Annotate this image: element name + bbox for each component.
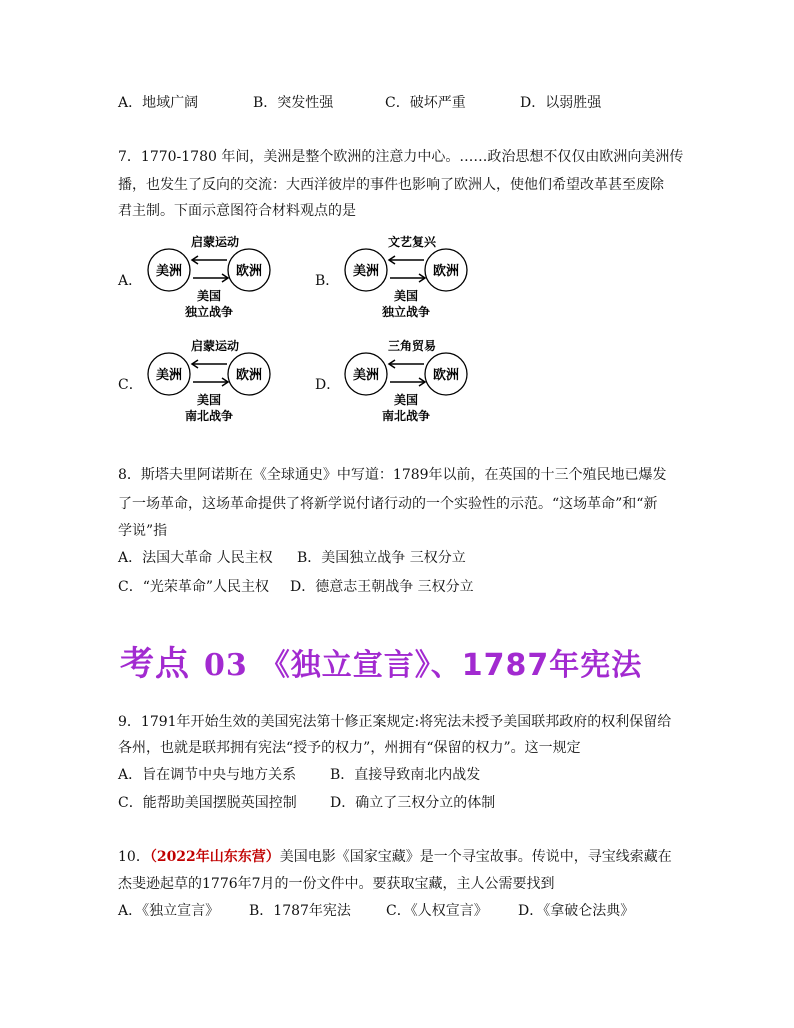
- q7-diagram-c: [145, 338, 285, 423]
- europe-label: 欧洲: [432, 368, 460, 383]
- q8-stem-line-3: 学说”指: [118, 523, 168, 539]
- option-text: 旨在调节中央与地方关系: [142, 767, 297, 783]
- option-text: 《独立宣言》: [142, 903, 220, 919]
- q10-stem-text: 美国电影《国家宝藏》是一个寻宝故事。传说中，寻宝线索藏在: [279, 849, 672, 865]
- option-letter: C．: [118, 579, 143, 595]
- option-letter: A．: [118, 767, 143, 783]
- option-letter: B．: [330, 767, 355, 783]
- q7-stem-line-1: 7．1770-1780 年间，美洲是整个欧洲的注意力中心。……政治思想不仅仅由欧洲向美洲传: [118, 149, 684, 165]
- europe-label: 欧洲: [432, 264, 460, 279]
- diagram-bottom-label-1: 美国: [196, 393, 222, 407]
- option-text: 《拿破仑法典》: [543, 903, 635, 919]
- option-text: 直接导致南北内战发: [354, 767, 481, 783]
- q10-option-c: [386, 901, 488, 921]
- option-text: 法国大革命 人民主权: [142, 550, 273, 566]
- europe-label: 欧洲: [235, 264, 263, 279]
- q10-option-a: [118, 901, 219, 921]
- q9-option-c: [118, 793, 297, 813]
- option-text: 德意志王朝战争 三权分立: [315, 579, 474, 595]
- q10-stem-line-2: 杰斐逊起草的1776年7月的一份文件中。要获取宝藏，主人公需要找到: [118, 876, 555, 892]
- option-letter: C．: [385, 95, 410, 111]
- diagram-top-label: 三角贸易: [387, 339, 437, 353]
- section-heading: [120, 636, 642, 685]
- option-letter: B．: [249, 903, 274, 919]
- q9-option-a: [118, 765, 296, 785]
- q7-diagram-b-letter: B．: [315, 273, 340, 289]
- america-label: 美洲: [155, 368, 183, 383]
- option-text: 美国独立战争 三权分立: [321, 550, 466, 566]
- q7-diagram-b: [342, 234, 482, 319]
- option-letter: B．: [297, 550, 322, 566]
- q7-stem-line-3: 君主制。下面示意图符合材料观点的是: [118, 203, 356, 219]
- america-label: 美洲: [352, 368, 380, 383]
- option-letter: D．: [290, 579, 316, 595]
- option-letter: D．: [520, 95, 546, 111]
- q9-option-d: [330, 793, 495, 813]
- europe-label: 欧洲: [235, 368, 263, 383]
- q10-option-d: [518, 901, 634, 921]
- q9-stem-line-2: 各州，也就是联邦拥有宪法“授予的权力”，州拥有“保留的权力”。这一规定: [118, 740, 581, 756]
- option-letter: B．: [253, 95, 278, 111]
- option-text: 《人权宣言》: [410, 903, 488, 919]
- q6-option-b: [253, 93, 333, 113]
- q6-option-d: [520, 93, 601, 113]
- q7-diagram-a: [145, 234, 285, 319]
- section-label: 考点: [120, 644, 190, 684]
- diagram-top-label: 启蒙运动: [190, 339, 240, 353]
- diagram-bottom-label-1: 美国: [196, 289, 222, 303]
- diagram-bottom-label-2: 独立战争: [381, 305, 431, 319]
- q9-option-b: [330, 765, 480, 785]
- q7-diagram-d-letter: D．: [315, 377, 341, 393]
- q8-stem-line-1: 8．斯塔夫里阿诺斯在《全球通史》中写道：1789年以前，在英国的十三个殖民地已爆发: [118, 467, 667, 483]
- q8-option-a: [118, 548, 273, 568]
- diagram-top-label: 启蒙运动: [190, 235, 240, 249]
- q6-option-c: [385, 93, 466, 113]
- q7-diagram-c-letter: C．: [118, 377, 143, 393]
- q8-option-b: [297, 548, 466, 568]
- option-letter: D．: [518, 903, 544, 919]
- option-text: 1787年宪法: [273, 903, 351, 919]
- section-number: 03: [204, 648, 248, 683]
- option-letter: A．: [118, 903, 143, 919]
- q10-option-b: [249, 901, 351, 921]
- section-title: 《独立宣言》、1787年宪法: [259, 648, 643, 683]
- q7-diagram-d: [342, 338, 482, 423]
- option-text: 能帮助美国摆脱英国控制: [142, 795, 297, 811]
- diagram-bottom-label-2: 南北战争: [184, 409, 234, 423]
- q6-option-a: [118, 93, 198, 113]
- option-text: 确立了三权分立的体制: [355, 795, 496, 811]
- q10-stem-line-1: [118, 847, 672, 867]
- option-letter: A．: [118, 95, 143, 111]
- america-label: 美洲: [352, 264, 380, 279]
- option-letter: C．: [118, 795, 143, 811]
- option-letter: A．: [118, 550, 143, 566]
- option-text: 破坏严重: [409, 95, 466, 111]
- diagram-bottom-label-1: 美国: [393, 289, 419, 303]
- q10-source: （2022年山东东营）: [149, 849, 280, 865]
- diagram-top-label: 文艺复兴: [387, 235, 437, 249]
- diagram-bottom-label-2: 独立战争: [184, 305, 234, 319]
- option-text: 突发性强: [277, 95, 334, 111]
- q8-option-c: [118, 577, 269, 597]
- option-letter: C．: [386, 903, 411, 919]
- option-letter: D．: [330, 795, 356, 811]
- america-label: 美洲: [155, 264, 183, 279]
- q8-option-d: [290, 577, 474, 597]
- option-text: 地域广阔: [142, 95, 199, 111]
- q10-number: 10．: [118, 849, 150, 865]
- q7-stem-line-2: 播，也发生了反向的交流：大西洋彼岸的事件也影响了欧洲人，使他们希望改革甚至废除: [118, 177, 664, 193]
- q7-diagram-a-letter: A．: [118, 273, 143, 289]
- option-text: “光荣革命”人民主权: [142, 579, 270, 595]
- option-text: 以弱胜强: [545, 95, 602, 111]
- q9-stem-line-1: 9．1791年开始生效的美国宪法第十修正案规定:将宪法未授予美国联邦政府的权利保留给: [118, 714, 672, 730]
- diagram-bottom-label-2: 南北战争: [381, 409, 431, 423]
- q8-stem-line-2: 了一场革命，这场革命提供了将新学说付诸行动的一个实验性的示范。“这场革命”和“新: [118, 496, 658, 512]
- diagram-bottom-label-1: 美国: [393, 393, 419, 407]
